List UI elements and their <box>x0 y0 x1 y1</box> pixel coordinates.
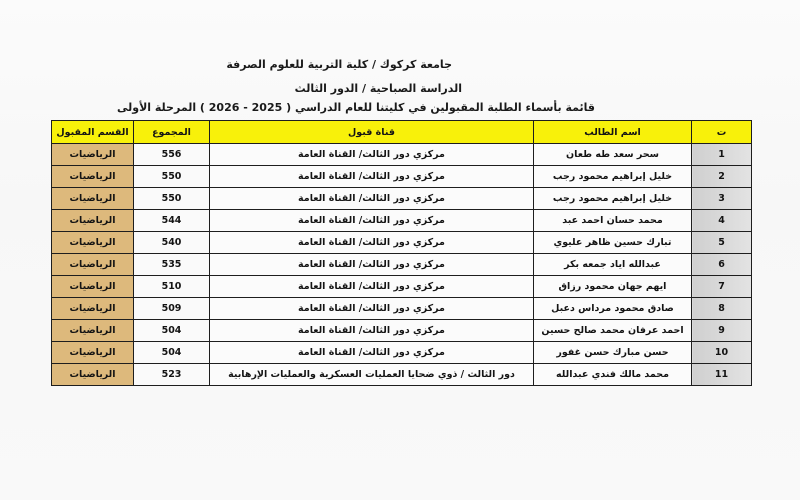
row-index: 4 <box>692 210 752 232</box>
admission-channel: مركزي دور الثالث/ القناة العامة <box>210 342 534 364</box>
accepted-department: الرياضيات <box>52 320 134 342</box>
row-index: 11 <box>692 364 752 386</box>
row-index: 8 <box>692 298 752 320</box>
accepted-department: الرياضيات <box>52 166 134 188</box>
study-round-title: الدراسة الصباحية / الدور الثالث <box>294 82 462 95</box>
row-index: 7 <box>692 276 752 298</box>
accepted-department: الرياضيات <box>52 342 134 364</box>
admission-channel: مركزي دور الثالث/ القناة العامة <box>210 210 534 232</box>
score-total: 550 <box>134 188 210 210</box>
table-row <box>52 364 752 386</box>
admission-channel: مركزي دور الثالث/ القناة العامة <box>210 144 534 166</box>
admission-channel: مركزي دور الثالث/ القناة العامة <box>210 320 534 342</box>
table-row <box>52 166 752 188</box>
admission-channel: مركزي دور الثالث/ القناة العامة <box>210 298 534 320</box>
table-header-row <box>52 121 752 144</box>
student-name: ايهم جهان محمود رزاق <box>534 276 692 298</box>
row-index: 6 <box>692 254 752 276</box>
column-header-index: ت <box>692 121 752 144</box>
accepted-department: الرياضيات <box>52 364 134 386</box>
accepted-department: الرياضيات <box>52 232 134 254</box>
column-header-dept: القسم المقبول <box>52 121 134 144</box>
student-name: احمد عرفان محمد صالح حسين <box>534 320 692 342</box>
row-index: 5 <box>692 232 752 254</box>
score-total: 510 <box>134 276 210 298</box>
score-total: 556 <box>134 144 210 166</box>
student-name: محمد مالك فندي عبدالله <box>534 364 692 386</box>
list-title: قائمة بأسماء الطلبة المقبولين في كليتنا للعام الدراسي ( 2025 - 2026 ) المرحلة الأولى <box>117 101 595 114</box>
admission-channel: مركزي دور الثالث/ القناة العامة <box>210 276 534 298</box>
accepted-department: الرياضيات <box>52 276 134 298</box>
table-row <box>52 210 752 232</box>
admission-channel: دور الثالث / ذوي ضحايا العمليات العسكرية والعمليات الإرهابية <box>210 364 534 386</box>
score-total: 504 <box>134 320 210 342</box>
row-index: 1 <box>692 144 752 166</box>
student-name: صادق محمود مرداس دعبل <box>534 298 692 320</box>
accepted-department: الرياضيات <box>52 188 134 210</box>
table-row <box>52 232 752 254</box>
table-row <box>52 254 752 276</box>
student-name: محمد حسان احمد عبد <box>534 210 692 232</box>
accepted-department: الرياضيات <box>52 144 134 166</box>
table-row <box>52 276 752 298</box>
score-total: 535 <box>134 254 210 276</box>
row-index: 10 <box>692 342 752 364</box>
admission-channel: مركزي دور الثالث/ القناة العامة <box>210 166 534 188</box>
column-header-name: اسم الطالب <box>534 121 692 144</box>
table-row <box>52 144 752 166</box>
student-name: سحر سعد طه طعان <box>534 144 692 166</box>
accepted-department: الرياضيات <box>52 210 134 232</box>
score-total: 540 <box>134 232 210 254</box>
score-total: 509 <box>134 298 210 320</box>
score-total: 523 <box>134 364 210 386</box>
table-row <box>52 320 752 342</box>
column-header-total: المجموع <box>134 121 210 144</box>
table-row <box>52 298 752 320</box>
row-index: 2 <box>692 166 752 188</box>
admission-channel: مركزي دور الثالث/ القناة العامة <box>210 254 534 276</box>
admission-channel: مركزي دور الثالث/ القناة العامة <box>210 232 534 254</box>
accepted-department: الرياضيات <box>52 298 134 320</box>
student-name: خليل إبراهيم محمود رجب <box>534 188 692 210</box>
student-name: خليل إبراهيم محمود رجب <box>534 166 692 188</box>
student-name: عبدالله اياد جمعه بكر <box>534 254 692 276</box>
accepted-students-table <box>51 120 752 386</box>
university-college-title: جامعة كركوك / كلية التربية للعلوم الصرفة <box>226 58 452 71</box>
score-total: 544 <box>134 210 210 232</box>
row-index: 9 <box>692 320 752 342</box>
score-total: 550 <box>134 166 210 188</box>
column-header-channel: قناة قبول <box>210 121 534 144</box>
table-row <box>52 188 752 210</box>
admission-channel: مركزي دور الثالث/ القناة العامة <box>210 188 534 210</box>
accepted-department: الرياضيات <box>52 254 134 276</box>
table-row <box>52 342 752 364</box>
student-name: تبارك حسين ظاهر عليوي <box>534 232 692 254</box>
row-index: 3 <box>692 188 752 210</box>
score-total: 504 <box>134 342 210 364</box>
student-name: حسن مبارك حسن غفور <box>534 342 692 364</box>
